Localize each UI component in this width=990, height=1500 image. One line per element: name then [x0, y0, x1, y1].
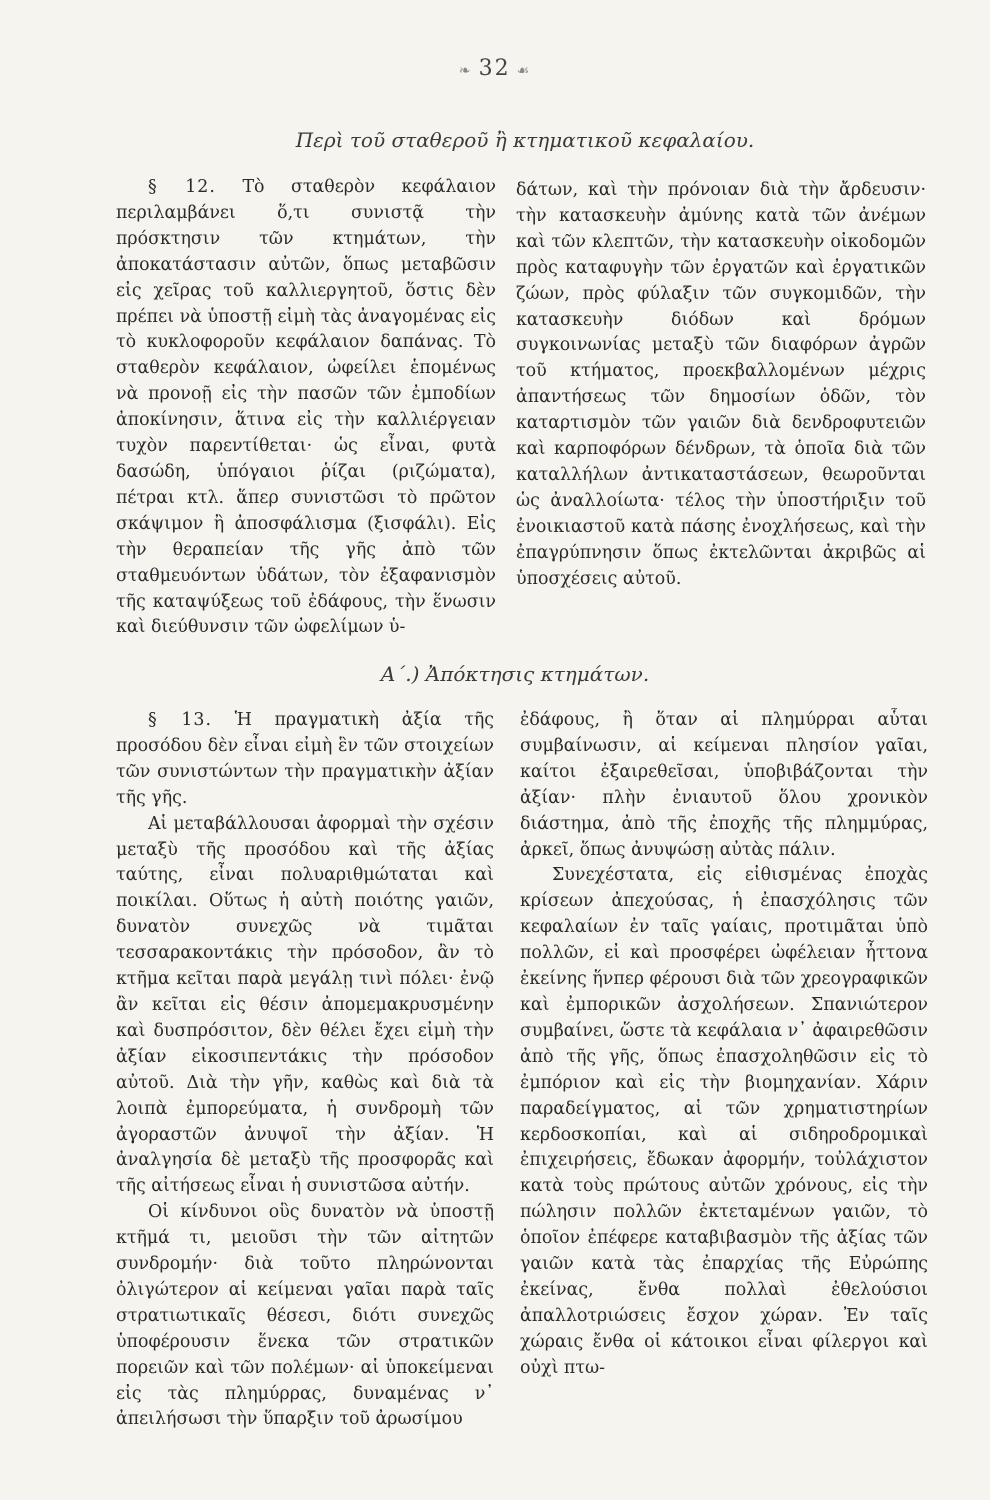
paragraph-13-2: Αἱ μεταβάλλουσαι ἀφορμαὶ τὴν σχέσιν μεταξὺ τῆς προσόδου καὶ τῆς ἀξίας ταύτης, εἶναι πολυαριθμώταται καὶ ποικίλαι. Οὕτως ἡ αὐτὴ ποιότης γαιῶν, δυνατὸν συνεχῶς νὰ τιμᾶται τεσσαρακοντάκις τὴν πρόσοδον, ἂν τὸ κτῆμα κεῖται παρὰ μεγάλῃ τινὶ πόλει· ἐνῷ ἂν κεῖται εἰς θέσιν ἀπομεμακρυσμένην καὶ δυσπρόσιτον, δὲν θέλει ἔχει εἰμὴ τὴν ἀξίαν εἰκοσιπεντάκις τὴν πρόσοδον αὐτοῦ. Διὰ τὴν γῆν, καθὼς καὶ διὰ τὰ λοιπὰ ἐμπορεύματα, ἡ συνδρομὴ τῶν ἀγοραστῶν ἀνυψοῖ τὴν ἀξίαν. Ἡ ἀναλγησία δὲ μεταξὺ τῆς προσφορᾶς καὶ τῆς αἰτήσεως εἶναι ἡ συνιστῶσα αὐτήν. — [116, 813, 494, 1197]
section-heading-fixed-capital: Περὶ τοῦ σταθεροῦ ἢ κτηματικοῦ κεφαλαίου. — [295, 128, 755, 152]
paragraph-12-right: δάτων, καὶ τὴν πρόνοιαν διὰ τὴν ἄρδευσιν· τὴν κατασκευὴν ἀμύνης κατὰ τῶν ἀνέμων καὶ τῶν κλεπτῶν, τὴν κατασκευὴν οἰκοδομῶν πρὸς καταφυγὴν τῶν ἐργατῶν καὶ ἐργατικῶν ζώων, πρὸς φύλαξιν τῶν συγκομιδῶν, τὴν κατασκευὴν διόδων καὶ δρόμων συγκοινωνίας μεταξὺ τῶν διαφόρων ἀγρῶν τοῦ κτήματος, προεκβαλλομένων μέχρις ἀπαντήσεως τῶν δημοσίων ὁδῶν, τὸν καταρτισμὸν τῶν γαιῶν διὰ δενδροφυτειῶν καὶ καρποφόρων δένδρων, τὰ ὁποῖα διὰ τῶν καταλλήλων ἀντικαταστάσεων, θεωροῦνται ὡς ἀναλλοίωτα· τέλος τὴν ὑποστήριξιν τοῦ ἐνοικιαστοῦ κατὰ πάσης ἐνοχλήσεως, καὶ τὴν ἐπαγρύπνησιν ὅπως ἐκτελῶνται ἀκριβῶς αἱ ὑποσχέσεις αὐτοῦ. — [516, 180, 926, 589]
subsection-heading-acquisition: Α΄.) Ἀπόκτησις κτημάτων. — [380, 662, 650, 686]
paragraph-13-5: Συνεχέστατα, εἰς εἰθισμένας ἐποχὰς κρίσεων ἀπεχούσας, ἡ ἐπασχόλησις τῶν κεφαλαίων ἐν ταῖς γαίαις, προτιμᾶται ὑπὸ πολλῶν, εἰ καὶ προσφέρει ὠφέλειαν ἧττονα ἐκείνης ἥνπερ φέρουσι διὰ τῶν χρεογραφικῶν καὶ ἐμπορικῶν ἀσχολήσεων. Σπανιώτερον συμβαίνει, ὥστε τὰ κεφάλαια ν᾿ ἀφαιρεθῶσιν ἀπὸ τῆς γῆς, ὅπως ἐπασχοληθῶσιν εἰς τὸ ἐμπόριον καὶ εἰς τὴν βιομηχανίαν. Χάριν παραδείγματος, αἱ τῶν χρηματιστηρίων κερδοσκοπίαι, καὶ αἱ σιδηροδρομικαὶ ἐπιχειρήσεις, ἔδωκαν ἀφορμήν, τοὐλάχιστον κατὰ τοὺς πρώτους αὐτῶν χρόνους, εἰς τὴν πώλησιν πολλῶν ἐκτεταμένων γαιῶν, τὸ ὁποῖον ἐπέφερε καταβιβασμὸν τῆς ἀξίας τῶν γαιῶν κατὰ τὰς ἐπαρχίας τῆς Εὐρώπης ἐκείνας, ἔνθα πολλαὶ ἐθελούσιοι ἀπαλλοτριώσεις ἔσχον χώραν. Ἐν ταῖς χώραις ἔνθα οἱ κάτοικοι εἶναι φίλεργοι καὶ οὐχὶ πτω- — [520, 865, 928, 1378]
section-mark-13: § 13. — [148, 710, 212, 730]
column-2 — [516, 178, 926, 593]
left-ornament-icon: ❧ — [458, 63, 473, 79]
column-1 — [116, 175, 496, 641]
section-mark-12: § 12. — [148, 177, 216, 197]
right-ornament-icon: ☙ — [516, 63, 532, 79]
paragraph-12-left — [116, 175, 496, 641]
paragraph-13-4: ἐδάφους, ἢ ὅταν αἱ πλημύρραι αὗται συμβαίνωσιν, αἱ κείμεναι πλησίον γαῖαι, καίτοι ἐξαιρεθεῖσαι, ὑποβιβάζονται τὴν ἀξίαν· πλὴν ἐνιαυτοῦ ὅλου χρονικὸν διάστημα, ἀπὸ τῆς ἐποχῆς τῆς πλημμύρας, ἀρκεῖ, ὅπως ἀνυψώσῃ αὐτὰς πάλιν. — [520, 710, 928, 860]
paragraph-12-left-text: Τὸ σταθερὸν κεφάλαιον περιλαμβάνει ὅ,τι συνιστᾷ τὴν πρόσκτησιν τῶν κτημάτων, τὴν ἀποκατάστασιν αὐτῶν, ὅπως μεταβῶσιν εἰς χεῖρας τοῦ καλλιεργητοῦ, ὅστις δὲν πρέπει νὰ ὑποστῇ εἰμὴ τὰς ἀναγομένας εἰς τὸ κυκλοφοροῦν κεφάλαιον δαπάνας. Τὸ σταθερὸν κεφάλαιον, ὠφείλει ἑπομένως νὰ προνοῇ εἰς τὴν πασῶν τῶν ἐμποδίων ἀποκίνησιν, ἅτινα εἰς τὴν καλλιέργειαν τυχὸν παρεντίθεται· ὡς εἶναι, φυτὰ δασώδη, ὑπόγαιοι ῥίζαι (ριζώματα), πέτραι κτλ. ἅπερ συνιστῶσι τὸ πρῶτον σκάψιμον ἢ ἀποσφάλισμα (ξισφάλι). Εἰς τὴν θεραπείαν τῆς γῆς ἀπὸ τῶν σταθμευόντων ὑδάτων, τὸν ἐξαφανισμὸν τῆς καταψύξεως τοῦ ἐδάφους, τὴν ἕνωσιν καὶ διεύθυνσιν τῶν ὠφελίμων ὑ- — [116, 177, 496, 638]
column-3 — [116, 708, 494, 1433]
column-4 — [520, 708, 928, 1382]
paragraph-13-3: Οἱ κίνδυνοι οὓς δυνατὸν νὰ ὑποστῇ κτῆμά τι, μειοῦσι τὴν τῶν αἰτητῶν συνδρομήν· διὰ τοῦτο πληρώνονται ὀλιγώτερον αἱ κείμεναι γαῖαι παρὰ ταῖς στρατιωτικαῖς θέσεσι, διότι συνεχῶς ὑποφέρουσιν ἕνεκα τῶν στρατικῶν πορειῶν καὶ τῶν πολέμων· αἱ ὑποκείμεναι εἰς τὰς πλημύρρας, δυναμένας ν᾿ ἀπειλήσωσι τὴν ὕπαρξιν τοῦ ἀρωσίμου — [116, 1202, 494, 1430]
page-number — [0, 56, 990, 81]
page-number-text: 32 — [478, 56, 511, 81]
paragraph-13-1-text: Ἡ πραγματικὴ ἀξία τῆς προσόδου δὲν εἶναι εἰμὴ ἓν τῶν στοιχείων τῶν συνιστώντων τὴν πραγματικὴν ἀξίαν τῆς γῆς. — [116, 710, 494, 808]
paragraph-13-1 — [116, 708, 494, 812]
